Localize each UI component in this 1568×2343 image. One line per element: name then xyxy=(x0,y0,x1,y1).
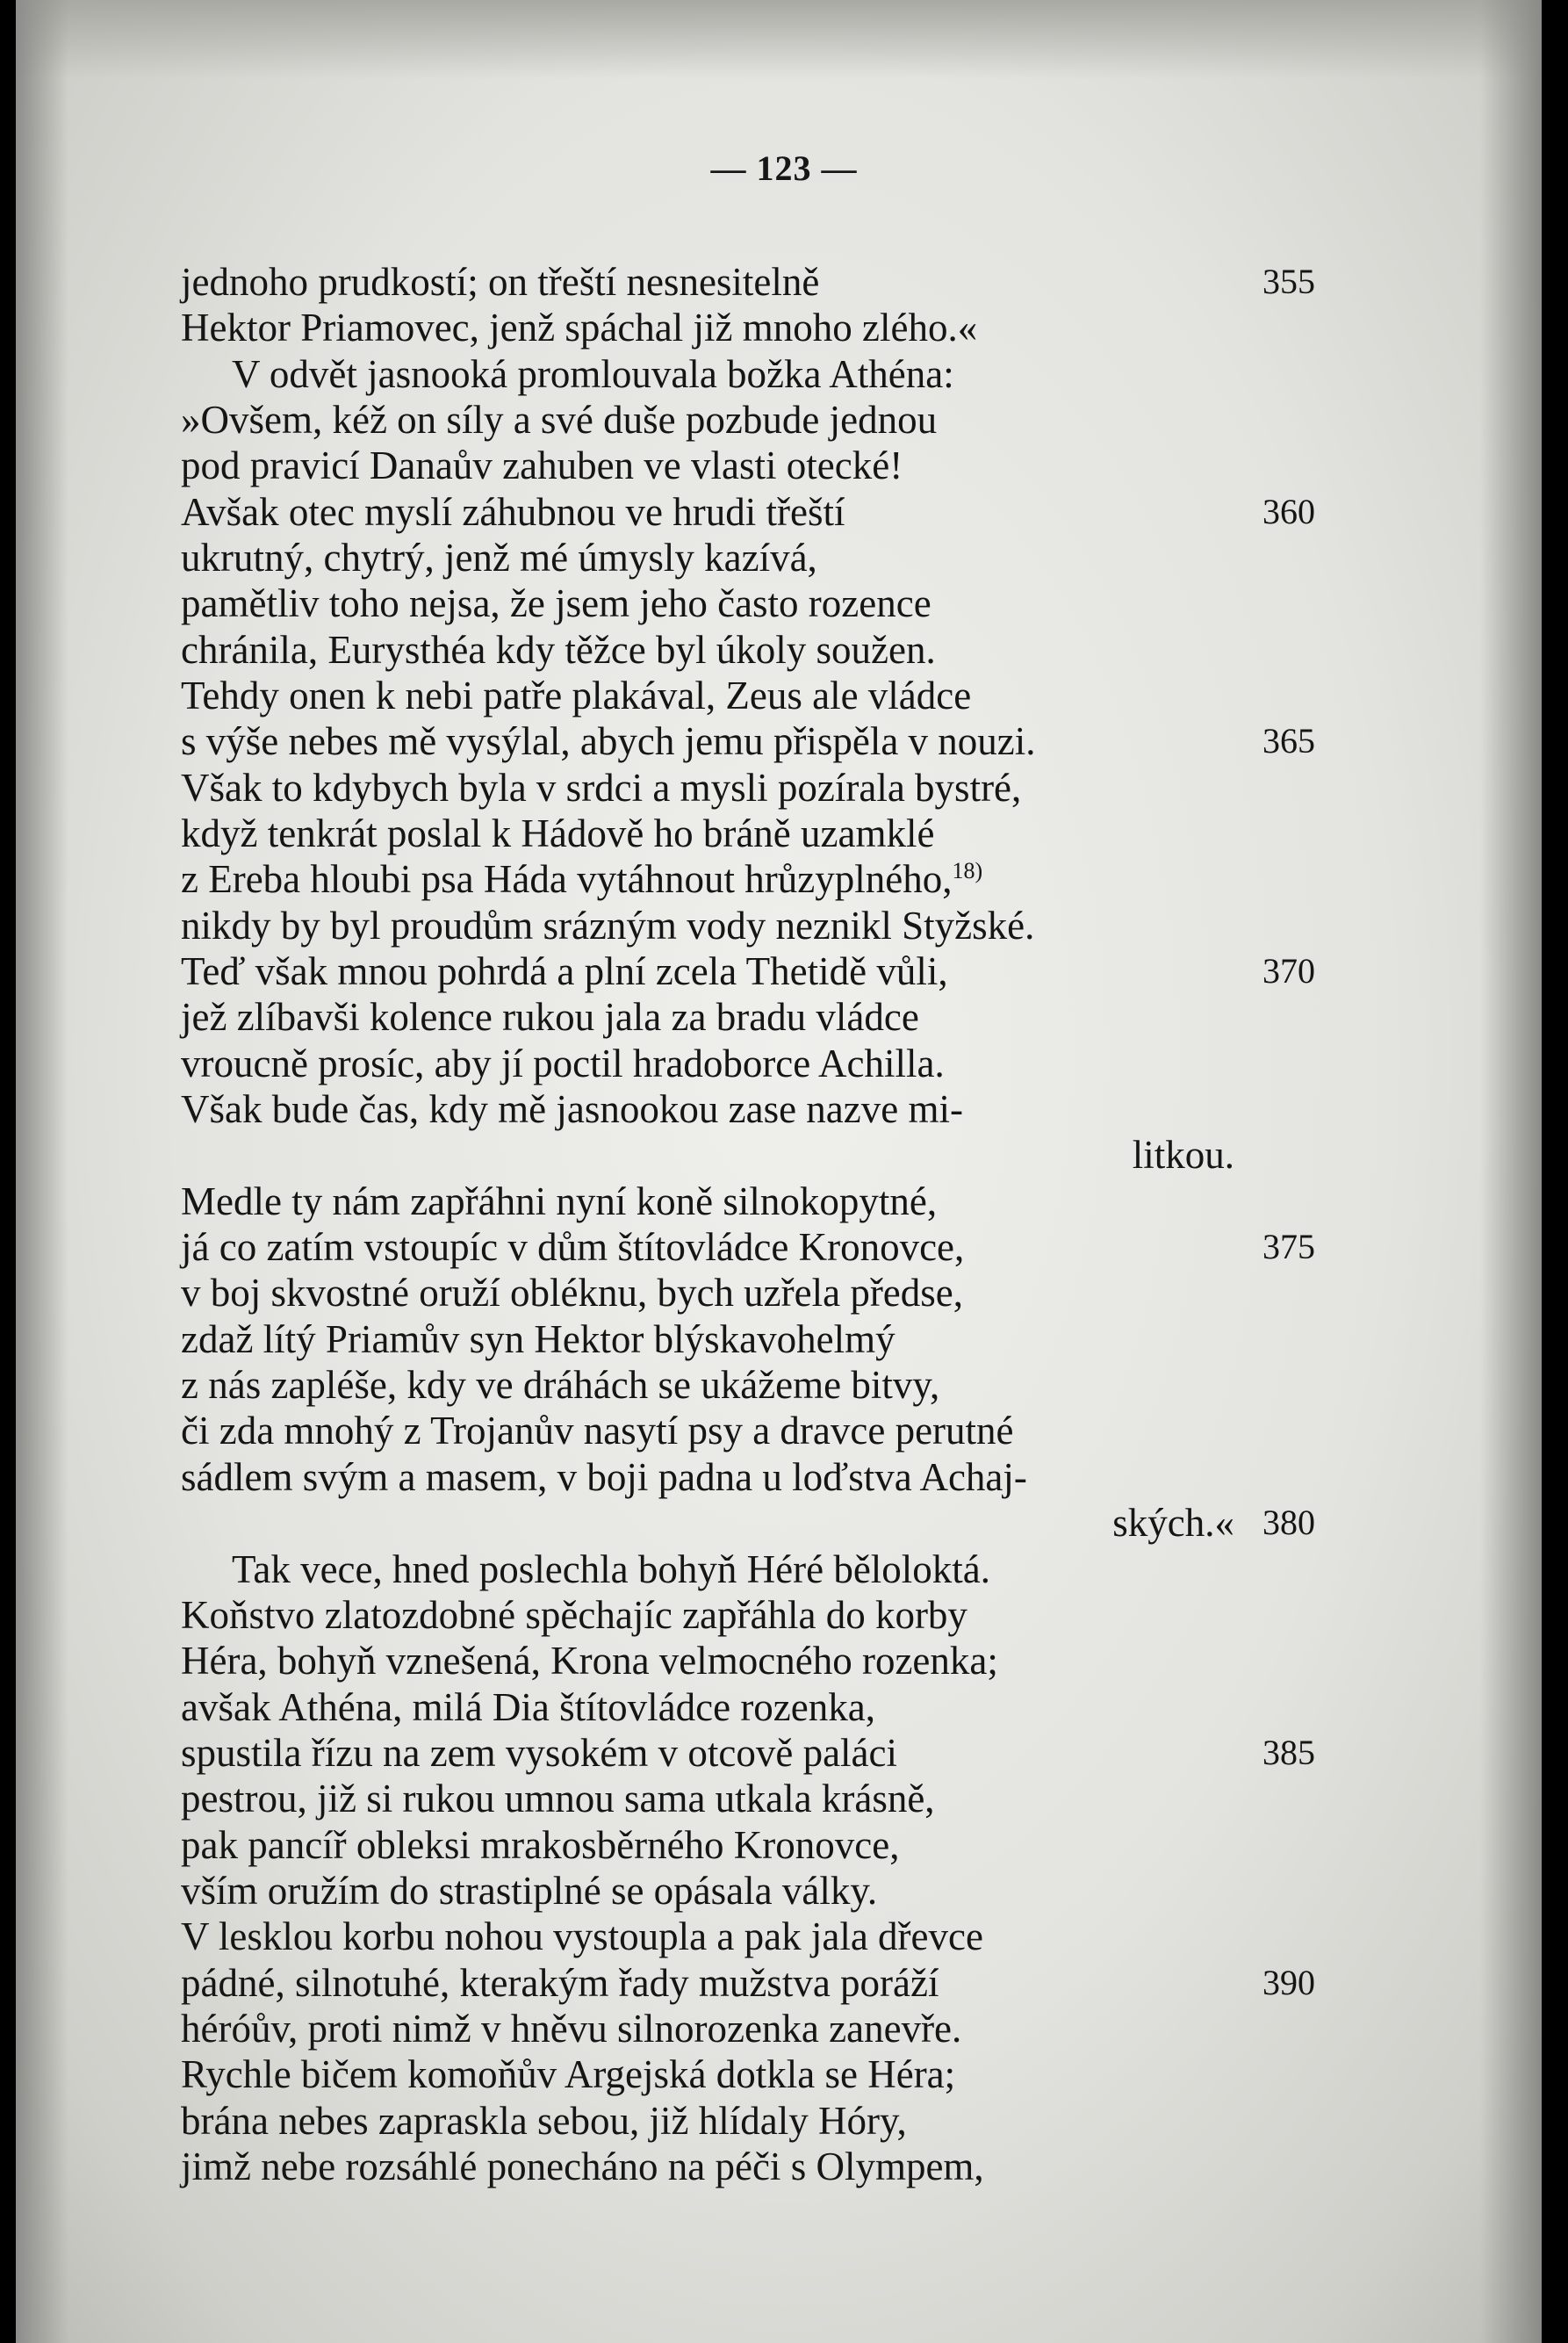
verse-number: 390 xyxy=(1262,1963,1315,2002)
page-number: — 123 — xyxy=(710,148,858,188)
verse-line: Tehdy onen k nebi patře plakával, Zeus ale vládce xyxy=(181,674,972,717)
verse-line: Héra, bohyň vznešená, Krona velmocného rozenka; xyxy=(181,1639,998,1683)
verse-line: v boj skvostné oruží obléknu, bych uzřela předse, xyxy=(181,1271,964,1315)
verse-number: 375 xyxy=(1262,1227,1315,1266)
verse-line: když tenkrát poslal k Hádově ho bráně uzamklé xyxy=(181,811,935,855)
verse-line: V lesklou korbu nohou vystoupla a pak jala dřevce xyxy=(181,1914,983,1958)
verse-line: pamětliv toho nejsa, že jsem jeho často rozence xyxy=(181,581,931,625)
verse-line: Teď však mnou pohrdá a plní zcela Thetidě vůli, xyxy=(181,949,948,993)
verse-line: s výše nebes mě vysýlal, abych jemu přispěla v nouzi. xyxy=(181,719,1036,763)
right-margin-shadow xyxy=(1480,0,1542,2343)
footnote-mark: 18) xyxy=(952,858,983,883)
verse-number: 370 xyxy=(1262,951,1315,991)
verse-line-continuation: ských.« xyxy=(1112,1501,1234,1545)
verse-line: Koňstvo zlatozdobné spěchajíc zapřáhla do korby xyxy=(181,1593,967,1637)
verse-line: Však bude čas, kdy mě jasnookou zase nazve mi- xyxy=(181,1087,963,1131)
verse-line: pestrou, již si rukou umnou sama utkala krásně, xyxy=(181,1777,935,1820)
verse-line: vším oružím do strastiplné se opásala války. xyxy=(181,1869,878,1913)
verse-line: Však to kdybych byla v srdci a mysli pozírala bystré, xyxy=(181,766,1022,810)
verse-line: sádlem svým a masem, v boji padna u loďstva Achaj- xyxy=(181,1455,1027,1499)
verse-number: 355 xyxy=(1262,262,1315,301)
verse-line: brána nebes zapraskla sebou, již hlídaly Hóry, xyxy=(181,2099,907,2143)
verse-number: 385 xyxy=(1262,1733,1315,1772)
verse-line: či zda mnohý z Trojanův nasytí psy a dravce perutné xyxy=(181,1409,1014,1453)
verse-line: »Ovšem, kéž on síly a své duše pozbude jednou xyxy=(181,398,938,442)
verse-line: Hektor Priamovec, jenž spáchal již mnoho zlého.« xyxy=(181,306,978,350)
verse-line: ukrutný, chytrý, jenž mé úmysly kazívá, xyxy=(181,536,817,580)
verse-line: jež zlíbavši kolence rukou jala za bradu vládce xyxy=(181,995,919,1039)
verse-line: pak pancíř obleksi mrakosběrného Kronovce, xyxy=(181,1823,900,1867)
verse-line xyxy=(181,856,982,902)
verse-line: já co zatím vstoupíc v dům štítovládce Kronovce, xyxy=(181,1225,965,1269)
verse-line: avšak Athéna, milá Dia štítovládce rozenka, xyxy=(181,1685,875,1729)
verse-line: Avšak otec myslí záhubnou ve hrudi třeští xyxy=(181,490,845,534)
left-page-edge xyxy=(0,0,16,2343)
verse-line: zdaž lítý Priamův syn Hektor blýskavohelmý xyxy=(181,1317,895,1361)
verse-line: z nás zapléše, kdy ve dráhách se ukážeme bitvy, xyxy=(181,1363,940,1407)
page-top-shadow xyxy=(0,0,1568,79)
verse-line: nikdy by byl proudům srázným vody neznikl Styžské. xyxy=(181,904,1035,948)
verse-line: spustila řízu na zem vysokém v otcově paláci xyxy=(181,1731,897,1775)
verse-line: V odvět jasnooká promlouvala božka Athéna: xyxy=(232,352,954,396)
verse-line: Rychle bičem komoňův Argejská dotkla se Héra; xyxy=(181,2052,956,2096)
verse-line-text: z Ereba hloubi psa Háda vytáhnout hrůzyplného, xyxy=(181,857,953,901)
right-page-edge xyxy=(1542,0,1568,2343)
verse-number: 360 xyxy=(1262,492,1315,531)
verse-line: pádné, silnotuhé, kterakým řady mužstva poráží xyxy=(181,1961,939,2005)
left-margin-shadow xyxy=(16,0,68,2343)
verse-line: Medle ty nám zapřáhni nyní koně silnokopytné, xyxy=(181,1179,938,1223)
verse-number: 380 xyxy=(1262,1503,1315,1542)
verse-line: jimž nebe rozsáhlé ponecháno na péči s Olympem, xyxy=(181,2145,984,2188)
verse-line-continuation: litkou. xyxy=(1132,1133,1234,1177)
verse-line: héróův, proti nimž v hněvu silnorozenka zanevře. xyxy=(181,2007,962,2051)
verse-line: chránila, Eurysthéa kdy těžce byl úkoly soužen. xyxy=(181,628,936,672)
verse-line: jednoho prudkostí; on třeští nesnesitelně xyxy=(181,260,820,304)
verse-line: vroucně prosíc, aby jí poctil hradoborce Achilla. xyxy=(181,1042,945,1085)
verse-line: Tak vece, hned poslechla bohyň Héré běloloktá. xyxy=(232,1547,991,1591)
verse-number: 365 xyxy=(1262,721,1315,761)
verse-line: pod pravicí Danaův zahuben ve vlasti otecké! xyxy=(181,443,903,487)
